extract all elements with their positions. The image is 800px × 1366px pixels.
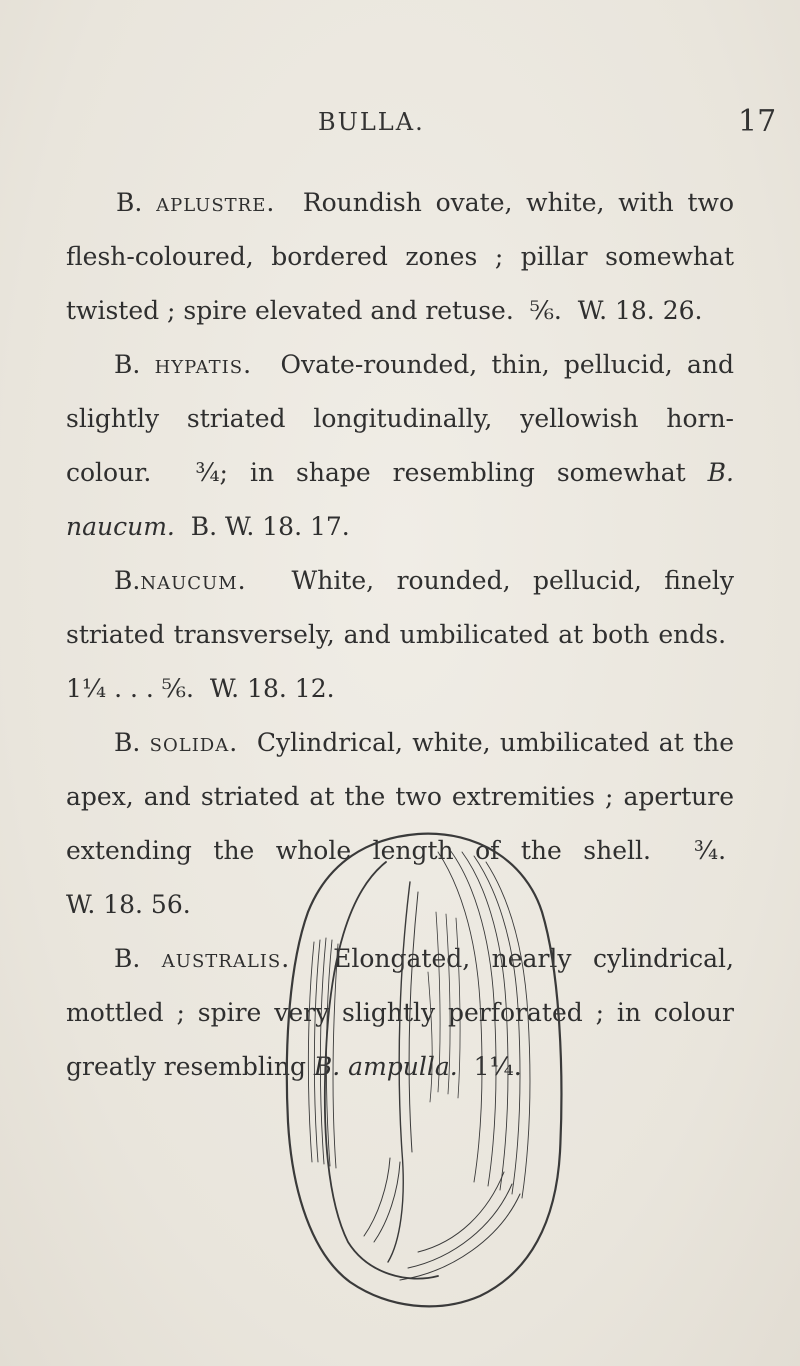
compared-species: B. ampulla. [313,1052,458,1081]
species-name: solida. [149,728,239,757]
species-name: aplustre. [156,188,276,217]
species-name: hypatis. [154,350,253,379]
size-note: 1¼ . . . ⅚. [66,674,194,703]
shell-hatching-right [438,850,530,1198]
species-name: naucum. [140,566,247,595]
species-name: australis. [161,944,291,973]
page-number: 17 [738,104,777,139]
running-head: BULLA. [318,108,425,136]
entry-description-continued: in shape resembling somewhat [249,458,686,487]
compared-species: B. naucum. [66,458,734,541]
entry-aplustre [66,176,734,338]
entry-description: Elongated, nearly cylindrical, mottled ; spire very slightly perforated ; in colour greatly resembling [66,944,734,1081]
figure-reference: B. W. 18. 17. [190,512,350,541]
shell-hatching-center [428,912,460,1102]
entry-naucum [66,554,734,716]
size-note: 1¼. [473,1052,522,1081]
genus-label: B. [114,566,141,595]
entry-hypatis [66,338,734,554]
genus-label: B. [114,944,141,973]
genus-label: B. [116,188,143,217]
figure-reference: W. 18. 26. [577,296,703,325]
entry-description: White, rounded, pellucid, finely striated transversely, and umbilicated at both ends. [66,566,734,649]
aperture-edge [325,862,438,1279]
figure-reference: W. 18. 56. [66,890,191,919]
genus-label: B. [114,350,141,379]
genus-label: B. [114,728,141,757]
page-header [0,104,800,148]
figure-reference: W. 18. 12. [209,674,335,703]
size-note: ¾; [195,458,228,487]
shell-illustration-icon [268,822,588,1312]
entry-description: Ovate-rounded, thin, pellucid, and slightly striated longitudinally, yellowish horn-colour. [66,350,734,487]
size-note: ¾. [693,836,727,865]
entry-description: Roundish ovate, white, with two flesh-coloured, bordered zones ; pillar somewhat twisted ; spire elevated and retuse. [66,188,734,325]
shell-figure [268,822,588,1312]
entry-description: Cylindrical, white, umbilicated at the apex, and striated at the two extremities ; aperture extending the whole length of the shell. [66,728,734,865]
size-note: ⅚. [529,296,562,325]
